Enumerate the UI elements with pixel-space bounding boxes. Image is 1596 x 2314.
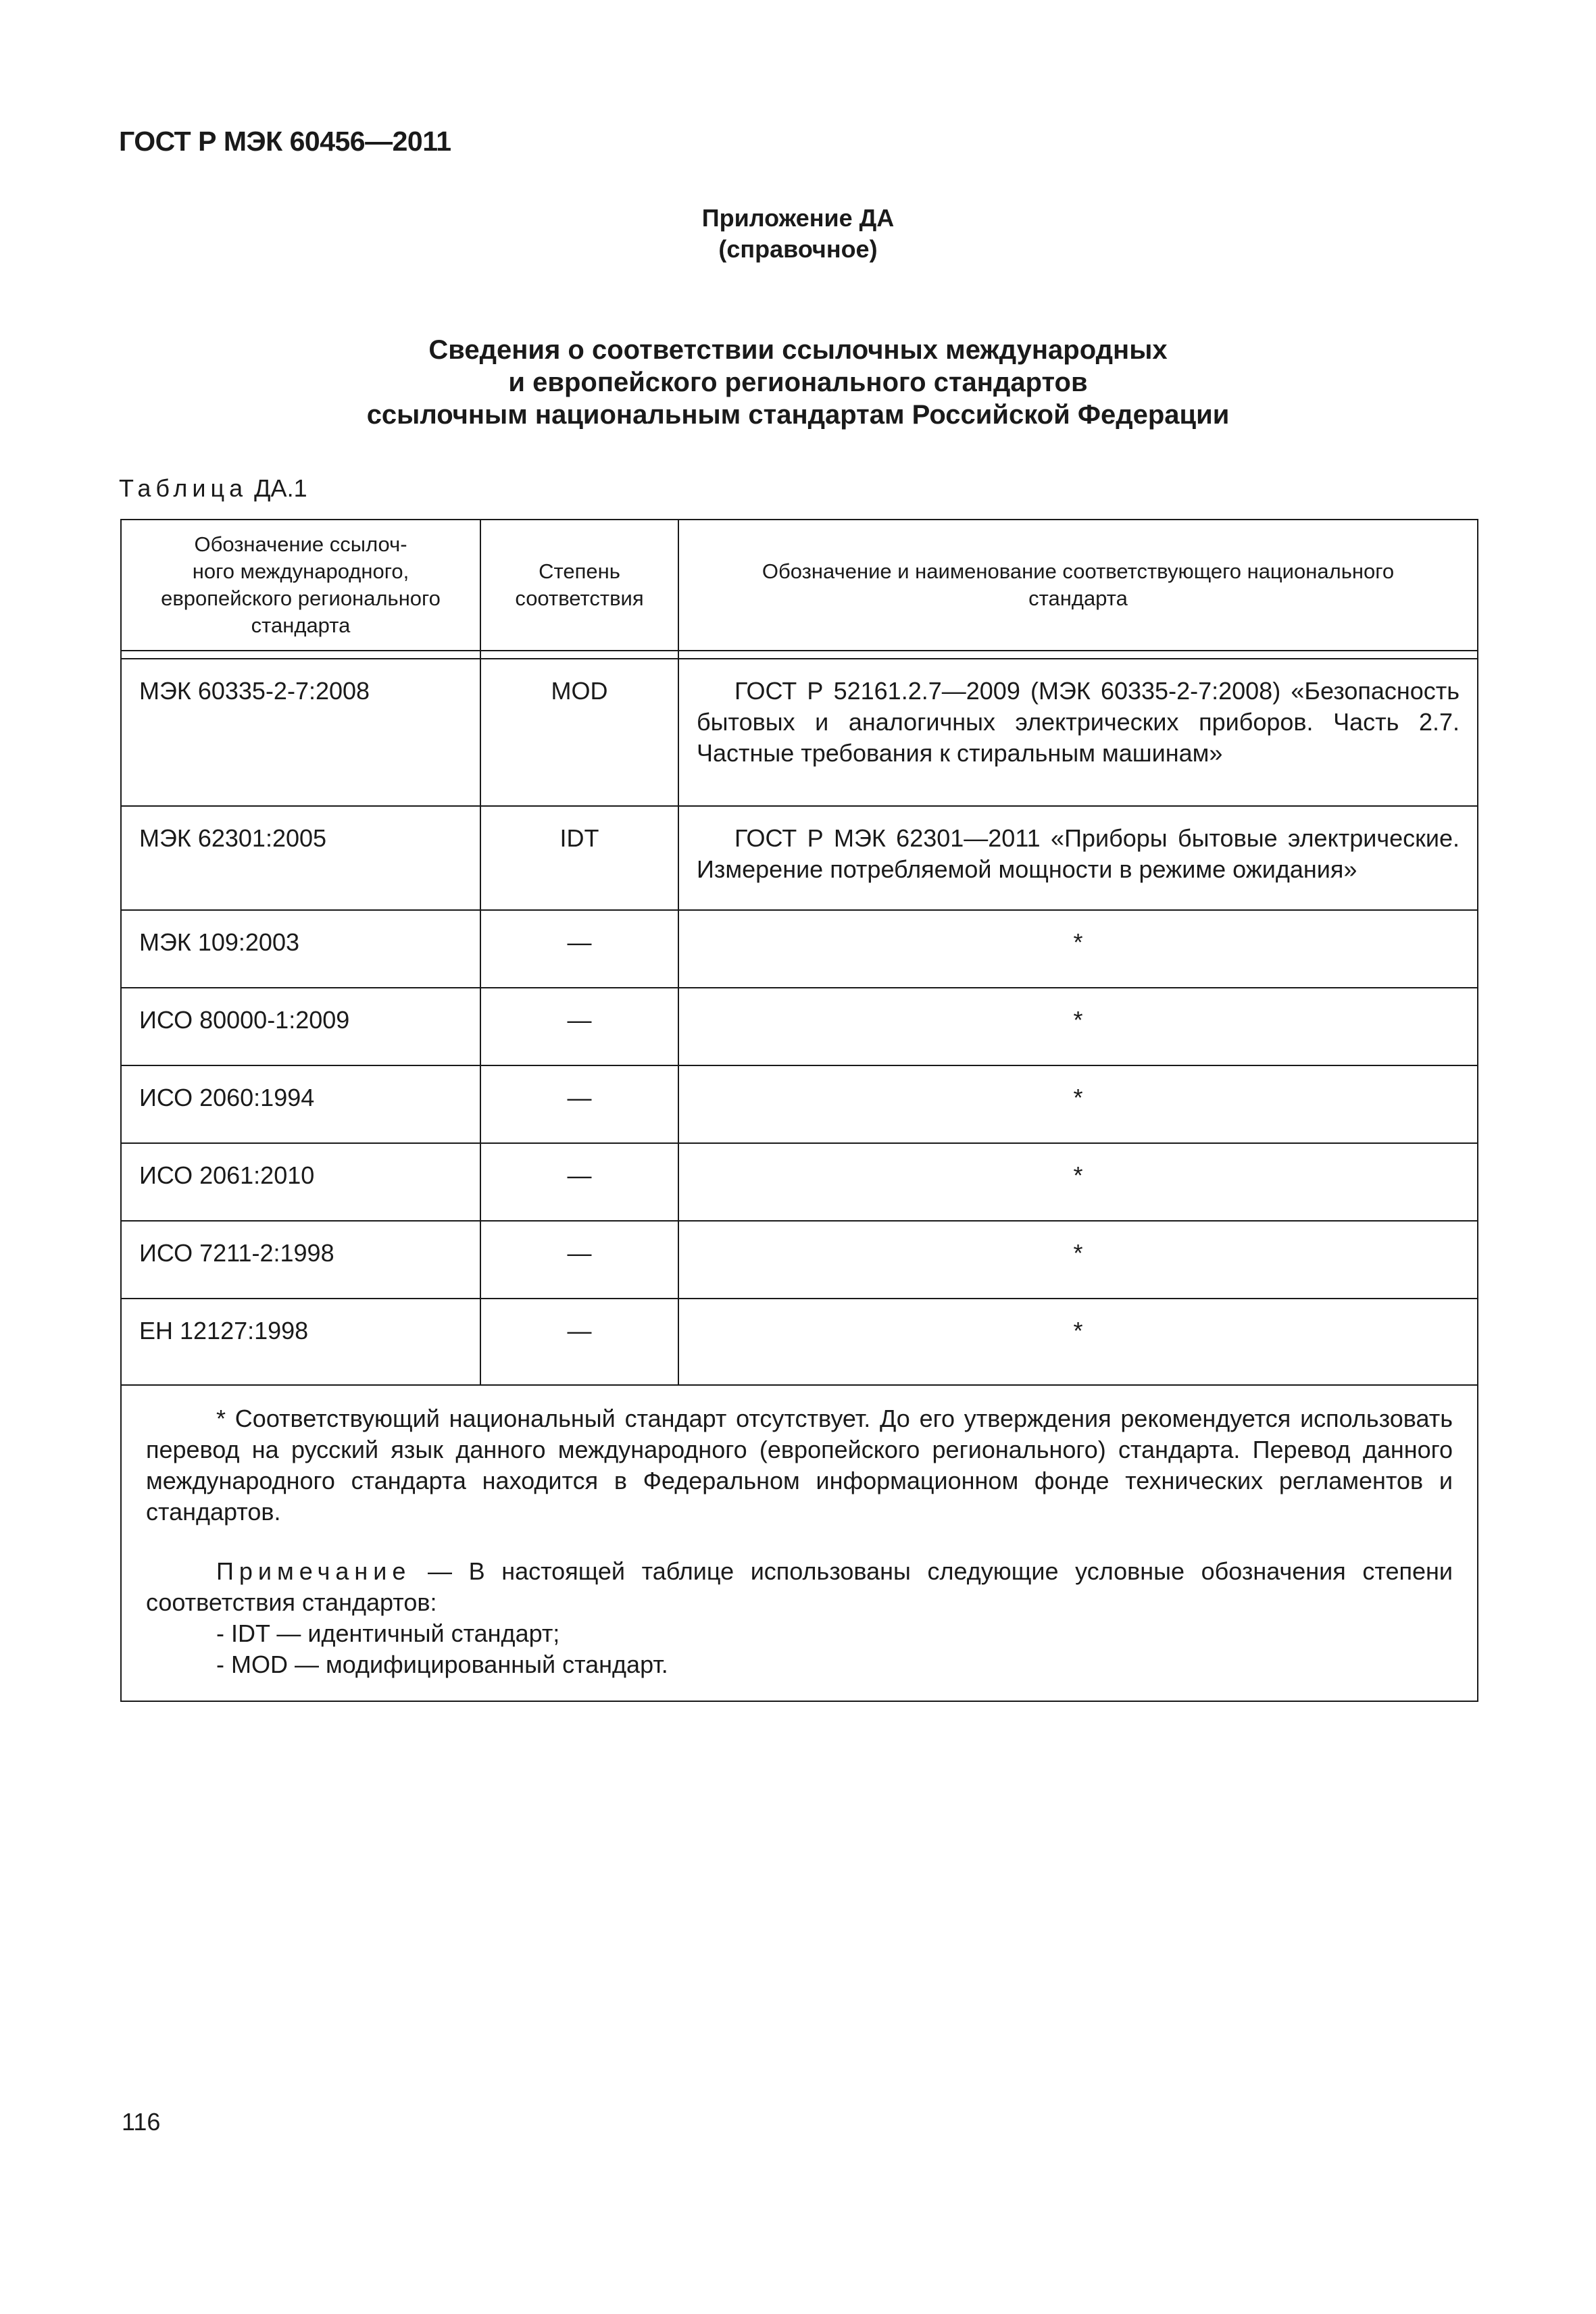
header-degree [480, 520, 678, 651]
header-national-standard [678, 520, 1478, 651]
cell-degree: — [480, 1143, 678, 1221]
cell-national: * [678, 1143, 1478, 1221]
header-text: стандарта [1028, 586, 1128, 610]
table-footnote: * Соответствующий национальный стандарт отсутствует. До его утверждения рекомендуется использовать перевод на русский язык данного международного (европейского регионального) стандарта. Перевод данного международного стандарта находится в Федеральном информационном фонде технических регламентов и стандартов. [146, 1405, 1453, 1526]
separator-cell [121, 651, 480, 659]
heading-line: Сведения о соответствии ссылочных международных [428, 335, 1168, 365]
header-text: Обозначение ссылоч- [194, 532, 407, 556]
heading-line: ссылочным национальным стандартам Российской Федерации [366, 400, 1230, 430]
appendix-title: Приложение ДА [701, 204, 895, 232]
table-row [121, 1221, 1478, 1299]
cell-degree: — [480, 988, 678, 1065]
note-list-item: - MOD — модифицированный стандарт. [216, 1651, 668, 1678]
cell-reference: ЕН 12127:1998 [121, 1299, 480, 1385]
cell-reference: ИСО 80000-1:2009 [121, 988, 480, 1065]
table-caption-number: ДА.1 [254, 474, 307, 502]
national-text: ГОСТ Р МЭК 62301—2011 «Приборы бытовые электрические. Измерение потребляемой мощности в режиме ожидания» [697, 824, 1460, 883]
separator-cell [480, 651, 678, 659]
table-caption-word: Таблица [119, 474, 248, 502]
separator-cell [678, 651, 1478, 659]
appendix-heading [0, 334, 1596, 431]
table-row [121, 1065, 1478, 1143]
note-label: Примечание [216, 1557, 412, 1585]
cell-national [678, 806, 1478, 910]
cell-national: * [678, 1299, 1478, 1385]
table-row [121, 659, 1478, 806]
table-caption [119, 474, 307, 503]
cell-national [678, 659, 1478, 806]
page-number: 116 [122, 2108, 161, 2136]
table-row [121, 806, 1478, 910]
cell-national: * [678, 1221, 1478, 1299]
header-text: стандарта [251, 613, 351, 637]
appendix-status: (справочное) [718, 235, 878, 263]
cell-degree: — [480, 1299, 678, 1385]
table-row [121, 988, 1478, 1065]
document-id: ГОСТ Р МЭК 60456—2011 [119, 126, 451, 157]
table-header-row [121, 520, 1478, 651]
header-text: соответствия [515, 586, 644, 610]
note-text: — В настоящей таблице использованы следующие условные обозначения степени соответствия стандартов: [146, 1557, 1453, 1616]
table-note [146, 1556, 1453, 1618]
cell-degree: IDT [480, 806, 678, 910]
cell-degree: MOD [480, 659, 678, 806]
cell-degree: — [480, 910, 678, 988]
heading-line: и европейского регионального стандартов [508, 368, 1088, 397]
cell-national: * [678, 1065, 1478, 1143]
header-text: Обозначение и наименование соответствующего национального [762, 559, 1395, 583]
table-row [121, 1143, 1478, 1221]
header-reference-standard [121, 520, 480, 651]
header-text: Степень [539, 559, 620, 583]
table-notes-row [121, 1385, 1478, 1701]
header-separator [121, 651, 1478, 659]
cell-reference: ИСО 7211-2:1998 [121, 1221, 480, 1299]
table-row [121, 910, 1478, 988]
cell-reference: МЭК 109:2003 [121, 910, 480, 988]
cell-reference: ИСО 2060:1994 [121, 1065, 480, 1143]
cell-reference: ИСО 2061:2010 [121, 1143, 480, 1221]
correspondence-table [120, 519, 1478, 1702]
table-row [121, 1299, 1478, 1385]
cell-national: * [678, 988, 1478, 1065]
cell-national: * [678, 910, 1478, 988]
note-list-item: - IDT — идентичный стандарт; [216, 1619, 560, 1647]
cell-degree: — [480, 1221, 678, 1299]
cell-reference: МЭК 62301:2005 [121, 806, 480, 910]
national-text: ГОСТ Р 52161.2.7—2009 (МЭК 60335-2-7:2008) «Безопасность бытовых и аналогичных электрических приборов. Часть 2.7. Частные требования к стиральным машинам» [697, 677, 1460, 767]
header-text: ного международного, [192, 559, 409, 583]
cell-reference: МЭК 60335-2-7:2008 [121, 659, 480, 806]
header-text: европейского регионального [161, 586, 441, 610]
table-notes [121, 1385, 1478, 1701]
cell-degree: — [480, 1065, 678, 1143]
